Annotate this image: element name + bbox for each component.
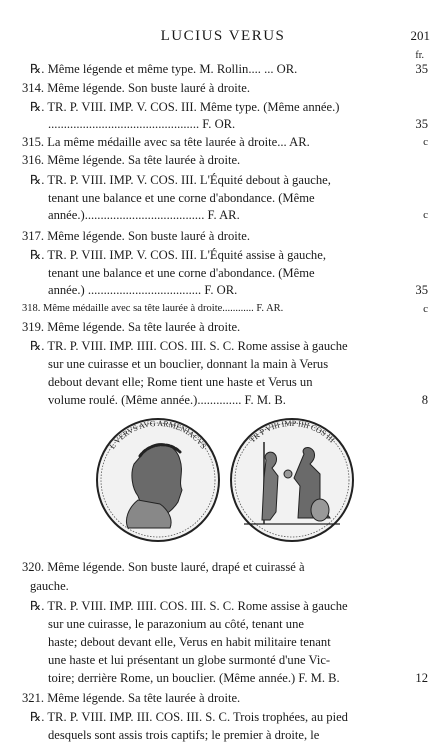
- entry-line: année.) .................................... F. OR.: [48, 283, 238, 297]
- coin-obverse: [97, 419, 219, 541]
- reverse-legend: TR P VIII IMP IIII COS III: [247, 418, 337, 445]
- entry-line: debout devant elle; Rome tient une haste et Verus un: [48, 375, 313, 389]
- entry-line: 318. Même médaille avec sa tête laurée à droite............ F. AR.: [22, 303, 284, 314]
- page-number: 201: [410, 28, 430, 43]
- entry-line: ℞. TR. P. VIII. IMP. IIII. COS. III. S. C. Rome assise à gauche: [30, 339, 348, 353]
- entry-line: 317. Même légende. Son buste lauré à droite.: [22, 229, 251, 243]
- unit-label: fr.: [415, 50, 424, 61]
- value: 35: [415, 62, 428, 76]
- running-title: LUCIUS VERUS: [160, 28, 286, 44]
- entry-line: volume roulé. (Même année.).............. F. M. B.: [48, 393, 286, 407]
- value: 8: [421, 393, 428, 407]
- value: 35: [415, 117, 428, 131]
- entry-line: année.)...................................... F. AR.: [48, 208, 240, 222]
- value: 35: [415, 283, 428, 297]
- entry-line: haste; debout devant elle, Verus en habit militaire tenant: [48, 635, 331, 649]
- entry-line: ℞. TR. P. VIII. IMP. V. COS. III. L'Équité assise à gauche,: [30, 248, 326, 262]
- value: 12: [415, 671, 428, 685]
- entry-line: sur une cuirasse et un bouclier, donnant la main à Verus: [48, 357, 329, 371]
- value: c: [423, 303, 428, 315]
- entry-line: toire; derrière Rome, un bouclier. (Même année.) F. M. B.: [48, 671, 340, 685]
- entry-line: sur une cuirasse, le parazonium au côté, tenant une: [48, 617, 304, 631]
- entry-line: gauche.: [30, 579, 69, 593]
- coin-illustration: [94, 416, 356, 544]
- page-header: [0, 28, 446, 48]
- coin-reverse: [231, 419, 353, 541]
- entry-line: 319. Même légende. Sa tête laurée à droite.: [22, 320, 241, 334]
- entry-line: 316. Même légende. Sa tête laurée à droite.: [22, 153, 241, 167]
- entry-line: ℞. TR. P. VIII. IMP. IIII. COS. III. S. C. Rome assise à gauche: [30, 599, 348, 613]
- entry-line: une haste et lui présentant un globe surmonté d'une Vic-: [48, 653, 331, 667]
- entry-line: ℞. Même légende et même type. M. Rollin.... ... OR.: [30, 62, 298, 76]
- value: c: [423, 209, 428, 221]
- entry-line: ℞. TR. P. VIII. IMP. III. COS. III. S. C. Trois trophées, au pied: [30, 710, 348, 724]
- entry-line: tenant une balance et une corne d'abondance. (Même: [48, 191, 315, 205]
- entry-line: 321. Même légende. Sa tête laurée à droite.: [22, 691, 241, 705]
- entry-line: tenant une balance et une corne d'abondance. (Même: [48, 266, 315, 280]
- entry-line: 315. La même médaille avec sa tête laurée à droite... AR.: [22, 135, 310, 149]
- entry-line: desquels sont assis trois captifs; le premier à droite, le: [48, 728, 320, 742]
- entry-line: 314. Même légende. Son buste lauré à droite.: [22, 81, 251, 95]
- entry-line: 320. Même légende. Son buste lauré, drapé et cuirassé à: [22, 560, 305, 574]
- entry-line: ℞. TR. P. VIII. IMP. V. COS. III. L'Équité debout à gauche,: [30, 173, 331, 187]
- entry-line: ................................................ F. OR.: [48, 117, 236, 131]
- entry-line: ℞. TR. P. VIII. IMP. V. COS. III. Même type. (Même année.): [30, 100, 340, 114]
- value: c: [423, 136, 428, 148]
- obverse-legend: L VERVS AVG ARMENIACVS: [107, 418, 209, 451]
